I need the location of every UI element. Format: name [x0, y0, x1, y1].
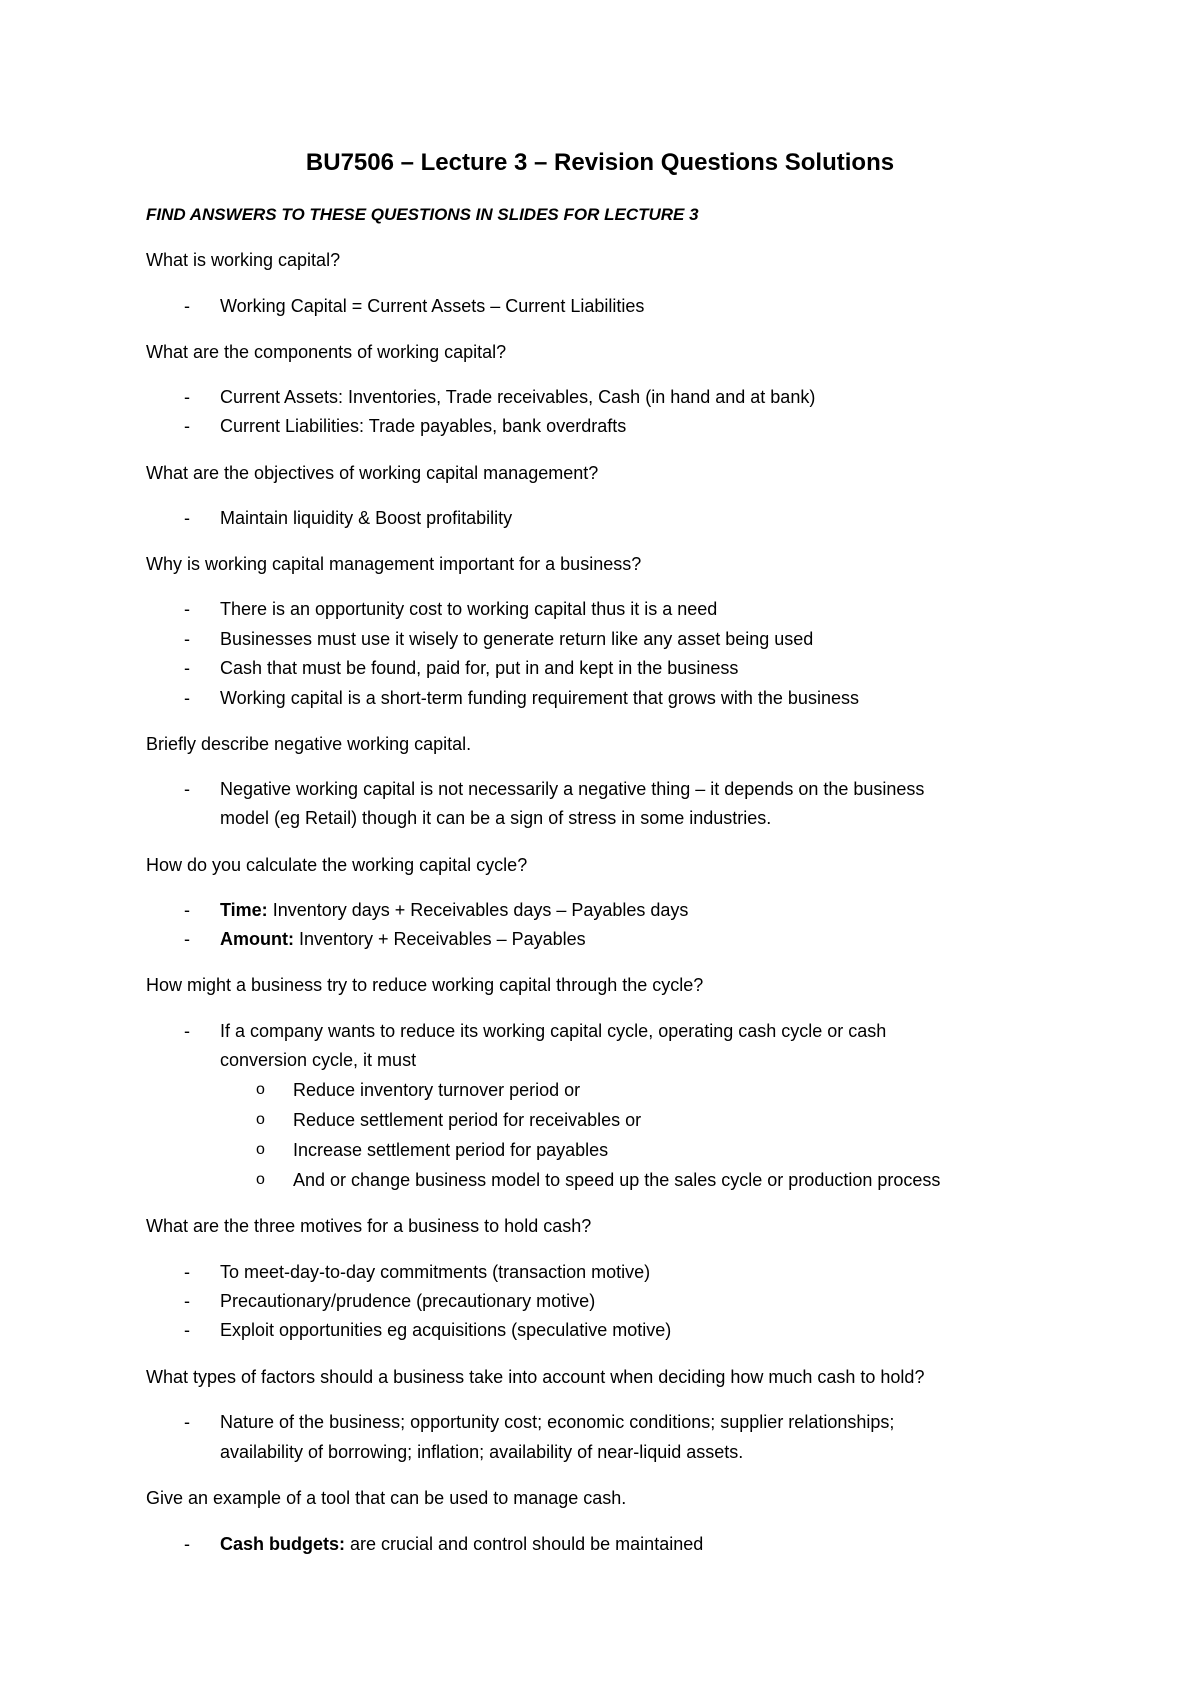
dash-bullet: -	[184, 416, 190, 436]
question-6: How do you calculate the working capital cycle?	[146, 855, 528, 875]
answer-9-1-line-1: Nature of the business; opportunity cost; economic conditions; supplier relationships;	[220, 1412, 895, 1432]
question-1: What is working capital?	[146, 250, 341, 270]
answer-4-4: Working capital is a short-term funding requirement that grows with the business	[220, 688, 859, 708]
dash-bullet: -	[184, 1021, 190, 1041]
sub-answer-7-4: And or change business model to speed up the sales cycle or production process	[293, 1170, 941, 1190]
answer-6-1-text: Inventory days + Receivables days – Payables days	[267, 900, 689, 920]
dash-bullet: -	[184, 599, 190, 619]
sub-answer-7-1: Reduce inventory turnover period or	[293, 1080, 581, 1100]
sub-answer-7-3: Increase settlement period for payables	[293, 1140, 609, 1160]
answer-8-2: Precautionary/prudence (precautionary motive)	[220, 1291, 596, 1311]
answer-8-3: Exploit opportunities eg acquisitions (speculative motive)	[220, 1320, 672, 1340]
answer-6-1	[220, 898, 688, 922]
answer-8-1: To meet-day-to-day commitments (transaction motive)	[220, 1262, 651, 1282]
answer-4-2: Businesses must use it wisely to generate return like any asset being used	[220, 629, 814, 649]
dash-bullet: -	[184, 929, 190, 949]
answer-6-2-text: Inventory + Receivables – Payables	[293, 929, 586, 949]
question-5: Briefly describe negative working capital.	[146, 734, 472, 754]
instruction-text: FIND ANSWERS TO THESE QUESTIONS IN SLIDES FOR LECTURE 3	[146, 205, 699, 224]
dash-bullet: -	[184, 1412, 190, 1432]
answer-9-1-line-2: availability of borrowing; inflation; availability of near-liquid assets.	[220, 1442, 744, 1462]
dash-bullet: -	[184, 688, 190, 708]
answer-2-2: Current Liabilities: Trade payables, bank overdrafts	[220, 416, 627, 436]
answer-10-1-text: are crucial and control should be maintained	[345, 1534, 704, 1554]
question-3: What are the objectives of working capital management?	[146, 463, 599, 483]
question-8: What are the three motives for a business to hold cash?	[146, 1216, 592, 1236]
dash-bullet: -	[184, 1262, 190, 1282]
answer-1-1: Working Capital = Current Assets – Current Liabilities	[220, 296, 645, 316]
question-10: Give an example of a tool that can be used to manage cash.	[146, 1488, 627, 1508]
answer-3-1: Maintain liquidity & Boost profitability	[220, 508, 513, 528]
circle-bullet: o	[256, 1171, 265, 1188]
dash-bullet: -	[184, 658, 190, 678]
circle-bullet: o	[256, 1081, 265, 1098]
question-9: What types of factors should a business take into account when deciding how much cash to hold?	[146, 1367, 925, 1387]
answer-4-1: There is an opportunity cost to working capital thus it is a need	[220, 599, 718, 619]
answer-6-2-label: Amount:	[220, 929, 294, 949]
dash-bullet: -	[184, 629, 190, 649]
dash-bullet: -	[184, 296, 190, 316]
answer-10-1	[220, 1532, 703, 1556]
dash-bullet: -	[184, 900, 190, 920]
circle-bullet: o	[256, 1111, 265, 1128]
dash-bullet: -	[184, 1534, 190, 1554]
answer-2-1: Current Assets: Inventories, Trade receivables, Cash (in hand and at bank)	[220, 387, 816, 407]
dash-bullet: -	[184, 387, 190, 407]
dash-bullet: -	[184, 779, 190, 799]
answer-10-1-label: Cash budgets:	[220, 1534, 346, 1554]
answer-7-1-line-2: conversion cycle, it must	[220, 1050, 417, 1070]
circle-bullet: o	[256, 1141, 265, 1158]
answer-6-1-label: Time:	[220, 900, 268, 920]
question-4: Why is working capital management important for a business?	[146, 554, 642, 574]
answer-5-1-line-2: model (eg Retail) though it can be a sign of stress in some industries.	[220, 808, 772, 828]
answer-5-1-line-1: Negative working capital is not necessarily a negative thing – it depends on the business	[220, 779, 925, 799]
question-2: What are the components of working capital?	[146, 342, 507, 362]
dash-bullet: -	[184, 508, 190, 528]
document-title: BU7506 – Lecture 3 – Revision Questions Solutions	[305, 149, 895, 176]
sub-answer-7-2: Reduce settlement period for receivables or	[293, 1110, 642, 1130]
answer-4-3: Cash that must be found, paid for, put in and kept in the business	[220, 658, 739, 678]
dash-bullet: -	[184, 1320, 190, 1340]
dash-bullet: -	[184, 1291, 190, 1311]
question-7: How might a business try to reduce working capital through the cycle?	[146, 975, 704, 995]
answer-7-1-line-1: If a company wants to reduce its working capital cycle, operating cash cycle or cash	[220, 1021, 887, 1041]
answer-6-2	[220, 927, 586, 951]
